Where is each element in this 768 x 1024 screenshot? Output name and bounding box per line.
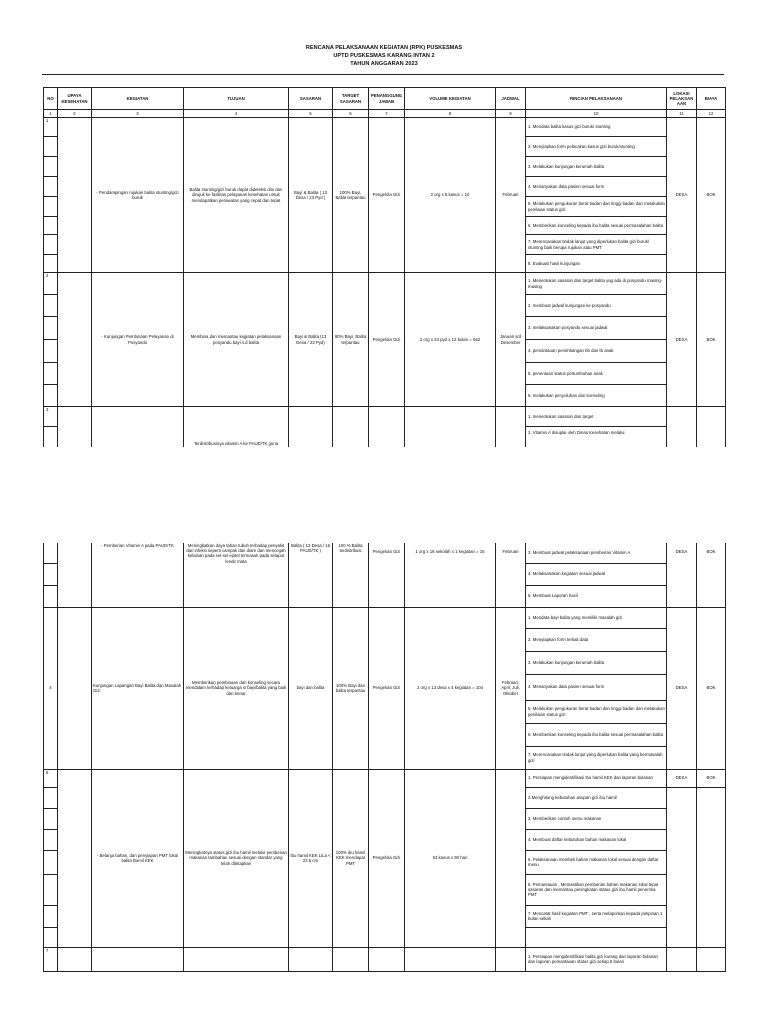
row-number bbox=[44, 363, 58, 385]
row-number bbox=[44, 585, 58, 607]
kegiatan-cell: - Pemberian Vitamin A pada PAUD/TK bbox=[92, 543, 184, 607]
rincian-item: 5. Melakukan pengukuran berat badan dan tinggi badan dan melakukan penilaian status gizi bbox=[526, 700, 667, 723]
target-cell bbox=[333, 407, 369, 447]
col-number: 7 bbox=[369, 110, 405, 118]
pj-cell: Pengelola Gizi bbox=[369, 118, 405, 273]
pj-cell: Pengelola Gizi bbox=[369, 543, 405, 607]
rincian-item: 6. Memberikan konseling kepada ibu balita sesuai permasalahan balita bbox=[526, 723, 667, 746]
jadwal-cell bbox=[496, 769, 526, 947]
col-header-kegiatan: KEGIATAN bbox=[92, 88, 184, 110]
table-row bbox=[44, 607, 726, 628]
kegiatan-cell: - Pendampingan rujukan balita stunting/gizi buruk bbox=[92, 118, 184, 273]
col-header-lokasi: LOKASI PELAKSAN AAN bbox=[667, 88, 697, 110]
rincian-item: 4. Menanyakan data pasien sesuai form bbox=[526, 177, 667, 197]
row-number: 1 bbox=[44, 118, 58, 137]
rincian-item: 6. melakukan penyuluhan dan konseling bbox=[526, 385, 667, 407]
row-number bbox=[44, 543, 58, 563]
row-number bbox=[44, 385, 58, 407]
pj-cell bbox=[369, 407, 405, 447]
biaya-cell bbox=[697, 407, 726, 447]
row-number bbox=[44, 157, 58, 177]
row-number bbox=[44, 197, 58, 217]
rincian-item: 3. melaksanakan posyandu sesuai jadwal bbox=[526, 317, 667, 340]
sasaran-cell: Bayi & Balita ( 13 Desa / 23 Pyd ) bbox=[289, 118, 333, 273]
rincian-item: 1. Mendata balita kasus gizi buruk/ stunting bbox=[526, 118, 667, 137]
row-number bbox=[44, 177, 58, 197]
row-number bbox=[44, 427, 58, 447]
row-number: 3 bbox=[44, 407, 58, 427]
upaya-cell bbox=[58, 407, 92, 447]
biaya-cell: BOK bbox=[697, 543, 726, 607]
upaya-cell bbox=[58, 118, 92, 273]
rincian-item: 2. Menyiapkan form terkait data bbox=[526, 628, 667, 651]
col-number: 3 bbox=[92, 110, 184, 118]
kegiatan-cell: - Kunjungan Pembinaan Pelayanan di Posyandu bbox=[92, 273, 184, 407]
col-header-sasaran: SASARAN bbox=[289, 88, 333, 110]
row-number bbox=[44, 563, 58, 585]
table-row bbox=[44, 769, 726, 787]
col-header-upaya: UPAYA KESEHATAN bbox=[58, 88, 92, 110]
sasaran-cell: Balita ( 13 Desa / 16 PAUD/TK ) bbox=[289, 543, 333, 607]
header-title: RENCANA PELAKSANAAN KEGIATAN (RPK) PUSKESMAS bbox=[305, 45, 463, 51]
rincian-item: 1. menentukan sasaran dan target bbox=[526, 407, 667, 427]
col-header-tujuan: TUJUAN bbox=[184, 88, 289, 110]
row-number bbox=[44, 808, 58, 829]
document-header bbox=[0, 44, 768, 68]
col-header-no: NO bbox=[44, 88, 58, 110]
jadwal-cell: Januari s/d Desember bbox=[496, 273, 526, 407]
table-row bbox=[44, 543, 726, 563]
kegiatan-cell bbox=[92, 407, 184, 447]
volume-cell bbox=[405, 407, 496, 447]
rincian-item: 1. Persiapan mengidentifikasi Ibu hamil KEK dan laporan bulanan bbox=[526, 769, 667, 787]
row-number bbox=[44, 295, 58, 317]
row-number bbox=[44, 850, 58, 874]
row-number bbox=[44, 317, 58, 340]
rincian-item bbox=[526, 927, 667, 947]
rincian-item: 4. Membuat daftar kebutuhan bahan makanan lokal bbox=[526, 829, 667, 850]
biaya-cell: BOK bbox=[697, 273, 726, 407]
jadwal-cell bbox=[496, 947, 526, 971]
upaya-cell bbox=[58, 273, 92, 407]
pj-cell bbox=[369, 947, 405, 971]
tujuan-cell: Terdistribusinya vitamin A ke PAUD/TK guna bbox=[184, 407, 289, 447]
col-number: 6 bbox=[333, 110, 369, 118]
row-number bbox=[44, 905, 58, 927]
row-number bbox=[44, 874, 58, 905]
upaya-cell bbox=[58, 543, 92, 607]
rincian-item: 3. Memberikan contoh menu makanan bbox=[526, 808, 667, 829]
rincian-item: 1. Mendata bayi balita yang memiliki masalah gizi bbox=[526, 607, 667, 628]
rincian-item: 4. pemantauan penimbangan bb dan tb anak bbox=[526, 340, 667, 363]
row-number: 7 bbox=[44, 947, 58, 971]
rincian-item: 1. Menentukan sasaran dan target balita yag ada di posyandu masing-masing bbox=[526, 273, 667, 295]
tujuan-cell: Meningkatkan daya tahan tubuh terhadap penyakit dan infeksi seperti campak dan diare dan mencegah kelainan pada sel-sel epitel termasuk pada selaput lendir mata bbox=[184, 543, 289, 607]
table-row bbox=[44, 118, 726, 137]
biaya-cell bbox=[697, 947, 726, 971]
rincian-item: 1. Persiapan mengidentifikasi balita gizi kurang dan laporan bulanan dan laporan pemantauan status gizi setiap 6 bulan bbox=[526, 947, 667, 971]
biaya-cell: BOK bbox=[697, 607, 726, 769]
biaya-cell: BOK bbox=[697, 769, 726, 787]
target-cell bbox=[333, 947, 369, 971]
target-cell: 100% Bayi dan balita terpantau bbox=[333, 607, 369, 769]
header-institution: UPTD PUSKESMAS KARANG INTAN 2 bbox=[333, 53, 435, 59]
col-header-biaya: BIAYA bbox=[697, 88, 726, 110]
pj-cell: Pengelola Gizi bbox=[369, 607, 405, 769]
pj-cell: Pengelola Gizi bbox=[369, 769, 405, 947]
rincian-item: 4. Menanyakan data pasien sesuai form bbox=[526, 674, 667, 700]
sasaran-cell: bayi dan balita bbox=[289, 607, 333, 769]
rincian-item: 2. Vitamin A disuplai oleh Dinas Kesehatan melalui bbox=[526, 427, 667, 447]
table-row bbox=[44, 273, 726, 295]
rincian-item: 3. Melakukan kunjungan kerumah balita bbox=[526, 157, 667, 177]
col-header-volume: VOLUME KEGIATAN bbox=[405, 88, 496, 110]
rincian-item: 5. Pelaksanaan membeli bahan makanan lokal sesuai dengan daftar menu bbox=[526, 850, 667, 874]
upaya-cell bbox=[58, 769, 92, 947]
rincian-item: 2. Menyiapkan form pelacakan kasus gizi buruk/stunting bbox=[526, 137, 667, 157]
upaya-cell bbox=[58, 947, 92, 971]
volume-cell: 2 org x 5 kasus = 10 bbox=[405, 118, 496, 273]
col-number: 2 bbox=[58, 110, 92, 118]
table-row bbox=[44, 947, 726, 971]
jadwal-cell bbox=[496, 407, 526, 447]
row-number bbox=[44, 340, 58, 363]
biaya-cell bbox=[697, 787, 726, 947]
target-cell: 100% Bayi, Balita terpantau bbox=[333, 118, 369, 273]
col-number: 5 bbox=[289, 110, 333, 118]
row-number bbox=[44, 787, 58, 808]
lokasi-cell bbox=[667, 947, 697, 971]
rincian-item: 3. Melakukan kunjungan kerumah balita bbox=[526, 651, 667, 674]
rincian-item: 5. penentuan status pertumbuhan anak bbox=[526, 363, 667, 385]
upaya-cell bbox=[58, 607, 92, 769]
lokasi-cell bbox=[667, 407, 697, 447]
biaya-cell: BOK bbox=[697, 118, 726, 273]
lokasi-cell: DESA bbox=[667, 543, 697, 607]
tujuan-cell: Memberikan pembinaan dan konseling secara mendalam terhadap keluarga si bayi/balita yang baik dan benar bbox=[184, 607, 289, 769]
jadwal-cell: Februari, April, Juli, Oktober bbox=[496, 607, 526, 769]
col-number: 10 bbox=[526, 110, 667, 118]
rpk-table-part1 bbox=[43, 87, 726, 447]
header-divider bbox=[42, 74, 724, 75]
rpk-table-part2 bbox=[43, 543, 726, 972]
kegiatan-cell bbox=[92, 947, 184, 971]
col-header-pj: PENANGGUNG JAWAB bbox=[369, 88, 405, 110]
rincian-item: 2.Menghitung kebutuhan asupan gizi ibu hamil bbox=[526, 787, 667, 808]
lokasi-cell: DESA bbox=[667, 273, 697, 407]
rincian-item: 5. Membuat Laporan hasil bbox=[526, 585, 667, 607]
kegiatan-cell: - Belanja bahan, dan penyiapan PMT lokal balita Bumil KEK bbox=[92, 769, 184, 947]
rincian-item: 6. Pemantauan , Memastikan pemberian bahan makanan lokal tepat sasaran dan memantau peningkatan status gizi ibu hamil penerima PMT bbox=[526, 874, 667, 905]
rincian-item: 3. Membuat jadwal pelaksanaan pemberian Vitamin A bbox=[526, 543, 667, 563]
column-number-row bbox=[44, 110, 726, 118]
col-number: 1 bbox=[44, 110, 58, 118]
col-number: 9 bbox=[496, 110, 526, 118]
row-number: 4 bbox=[44, 607, 58, 769]
row-number bbox=[44, 255, 58, 273]
row-number: 2 bbox=[44, 273, 58, 295]
rincian-item: 8. Evaluasi hasil kunjungan bbox=[526, 255, 667, 273]
target-cell: 100 % Balita terdistribusi bbox=[333, 543, 369, 607]
col-number: 11 bbox=[667, 110, 697, 118]
sasaran-cell: Ibu hamil KEK LiLa < 23.5 cm bbox=[289, 769, 333, 947]
volume-cell: 2 org x 23 pyd x 12 bulan = 552 bbox=[405, 273, 496, 407]
target-cell: 80% Bayi, Balita terpantau bbox=[333, 273, 369, 407]
lokasi-cell: DESA bbox=[667, 607, 697, 769]
sasaran-cell bbox=[289, 947, 333, 971]
rincian-item: 7. Merencanakan tindak lanjut yang diperlukan balita gizi buruk/ stunting baik berupa rujukan atau PMT bbox=[526, 235, 667, 255]
sasaran-cell bbox=[289, 407, 333, 447]
lokasi-cell: DESA bbox=[667, 769, 697, 787]
volume-cell bbox=[405, 947, 496, 971]
tujuan-cell: Balita stunting/gizi buruk dapat dideteksi dini dan dirujuk ke fasilitas pelayanan kesehatan untuk mendapatkan perawatan yang cepat dan tepat bbox=[184, 118, 289, 273]
lokasi-cell: DESA bbox=[667, 118, 697, 273]
volume-cell: 53 kasus x 90 hari bbox=[405, 769, 496, 947]
col-header-target: TARGET SASARAN bbox=[333, 88, 369, 110]
row-number bbox=[44, 235, 58, 255]
rincian-item: 4. Melaksanakan kegiatan sesuai jadwal bbox=[526, 563, 667, 585]
pj-cell: Pengelola Gizi bbox=[369, 273, 405, 407]
header-year: TAHUN ANGGARAN 2023 bbox=[350, 61, 418, 67]
volume-cell: 2 org x 13 desa x 4 kegiatan = 104 bbox=[405, 607, 496, 769]
tujuan-cell: Membina dan memantau kegiatan pelaksanaan posyandu bayi s.d balita bbox=[184, 273, 289, 407]
tujuan-cell: Meningkatnya status gizi ibu hamil melalui pemberian makanan tambahan sesuai dengan standar yang telah ditetapkan bbox=[184, 769, 289, 947]
row-number bbox=[44, 137, 58, 157]
col-number: 12 bbox=[697, 110, 726, 118]
row-number bbox=[44, 217, 58, 235]
row-number bbox=[44, 927, 58, 947]
col-number: 8 bbox=[405, 110, 496, 118]
col-number: 4 bbox=[184, 110, 289, 118]
target-cell: 100% ibu hamil KEK mendapat PMT bbox=[333, 769, 369, 947]
rincian-item: 6. Memberikan konseling kepada ibu balita sesuai permasalahan balita bbox=[526, 217, 667, 235]
lokasi-cell bbox=[667, 787, 697, 947]
row-number: 6 bbox=[44, 769, 58, 787]
jadwal-cell: Februari bbox=[496, 543, 526, 607]
sasaran-cell: Bayi & Balita (13 Desa / 23 Pyd) bbox=[289, 273, 333, 407]
volume-cell: 1 org x 16 sekolah x 1 kegiatan = 16 bbox=[405, 543, 496, 607]
col-header-rincian: RINCIAN PELAKSANAAN bbox=[526, 88, 667, 110]
kegiatan-cell: Kunjungan Lapangan Bayi Balita dan Masalah Gizi bbox=[92, 607, 184, 769]
col-header-jadwal: JADWAL bbox=[496, 88, 526, 110]
rincian-item: 7. Merencanakan tindak lanjut yang diperlukan balita yang bermasalah gizi bbox=[526, 746, 667, 769]
rincian-item: 2. membuat jadwal kunjungan ke posyandu bbox=[526, 295, 667, 317]
table-header-row bbox=[44, 88, 726, 110]
rincian-item: 5. Melakukan pengukuran berat badan dan tinggi badan dan melakukan penilaian status gizi bbox=[526, 197, 667, 217]
table-row bbox=[44, 407, 726, 427]
rincian-item: 7. Mencatat hasil kegiatan PMT , serta melaporkan kepada pimpinan 1 bulan sekali bbox=[526, 905, 667, 927]
row-number bbox=[44, 829, 58, 850]
tujuan-cell bbox=[184, 947, 289, 971]
jadwal-cell: Februari bbox=[496, 118, 526, 273]
